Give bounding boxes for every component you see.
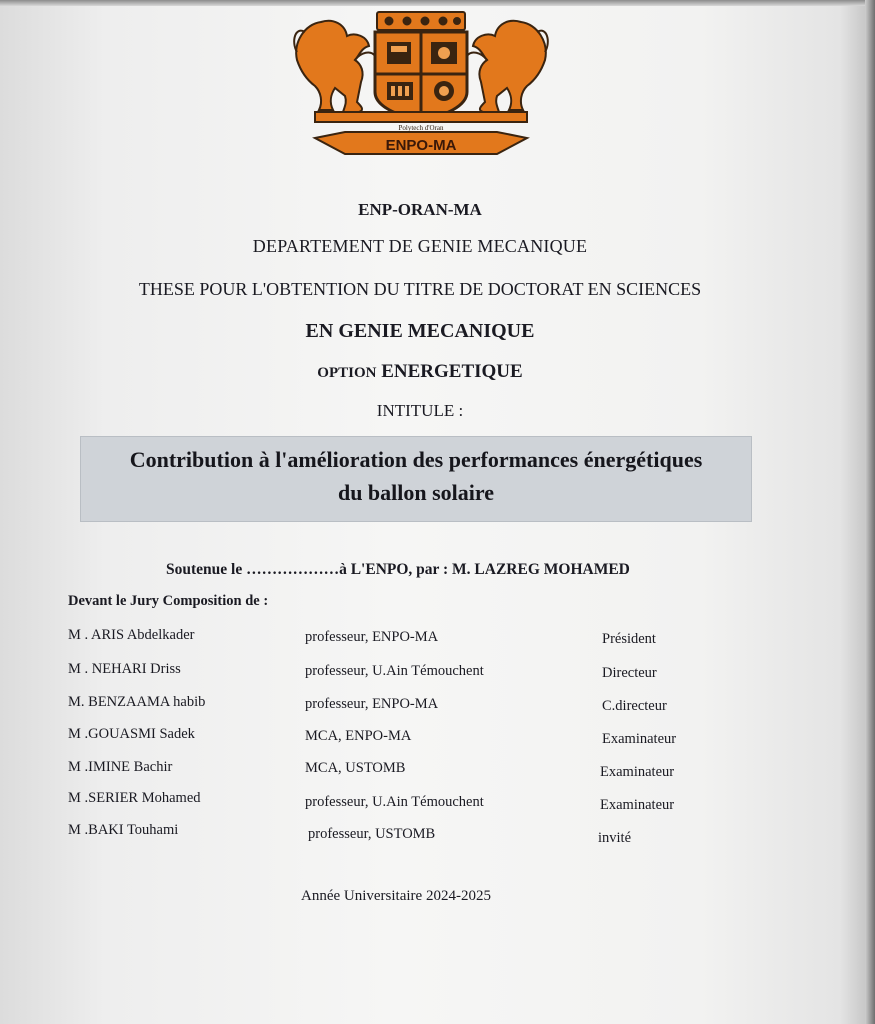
jury-row [0, 627, 860, 651]
jury-name: M . ARIS Abdelkader [68, 627, 195, 643]
jury-role: Examinateur [602, 731, 677, 747]
school-crest-logo [285, 2, 557, 162]
jury-role: Examinateur [600, 764, 675, 780]
jury-title: professeur, U.Ain Témouchent [305, 794, 484, 810]
jury-role: Président [602, 631, 656, 647]
jury-row [0, 822, 860, 846]
thesis-title-box [80, 436, 752, 522]
jury-name: M. BENZAAMA habib [68, 694, 206, 710]
option-line [0, 361, 840, 383]
academic-year: Année Universitaire 2024-2025 [301, 888, 491, 904]
jury-role: invité [598, 830, 632, 846]
jury-title: professeur, USTOMB [308, 826, 436, 842]
jury-row [0, 726, 860, 750]
jury-role: Examinateur [600, 797, 675, 813]
logo-caption: Polytech d'Oran [398, 124, 444, 132]
jury-row [0, 790, 860, 814]
logo-banner-text: ENPO-MA [385, 137, 457, 154]
jury-row [0, 759, 860, 783]
jury-title: professeur, U.Ain Témouchent [305, 663, 484, 679]
thesis-title-line-1: Contribution à l'amélioration des performances énergétiques [129, 447, 703, 472]
defense-statement: Soutenue le ………………à L'ENPO, par : M. LAZREG MOHAMED [166, 561, 630, 578]
jury-name: M . NEHARI Driss [68, 661, 181, 677]
institution-name: ENP-ORAN-MA [358, 200, 482, 219]
thesis-title-line-2: du ballon solaire [337, 480, 495, 505]
jury-role: C.directeur [602, 698, 667, 714]
jury-name: M .BAKI Touhami [68, 822, 179, 838]
jury-title: MCA, USTOMB [305, 760, 406, 776]
jury-role: Directeur [602, 665, 657, 681]
jury-name: M .GOUASMI Sadek [68, 726, 195, 742]
department-name: DEPARTEMENT DE GENIE MECANIQUE [252, 236, 588, 256]
intitule-label: INTITULE : [376, 401, 464, 420]
jury-row [0, 694, 860, 718]
screen-bezel-edge [865, 0, 875, 1024]
jury-name: M .SERIER Mohamed [68, 790, 201, 806]
thesis-degree-line: THESE POUR L'OBTENTION DU TITRE DE DOCTORAT EN SCIENCES [138, 279, 702, 299]
jury-title: MCA, ENPO-MA [305, 728, 412, 744]
jury-name: M .IMINE Bachir [68, 759, 173, 775]
speciality: EN GENIE MECANIQUE [305, 320, 535, 342]
jury-title: professeur, ENPO-MA [305, 696, 439, 712]
option-value: ENERGETIQUE [381, 361, 523, 382]
jury-title: professeur, ENPO-MA [305, 629, 439, 645]
option-label: OPTION [317, 365, 377, 381]
jury-heading: Devant le Jury Composition de : [68, 593, 269, 609]
jury-row [0, 661, 860, 685]
